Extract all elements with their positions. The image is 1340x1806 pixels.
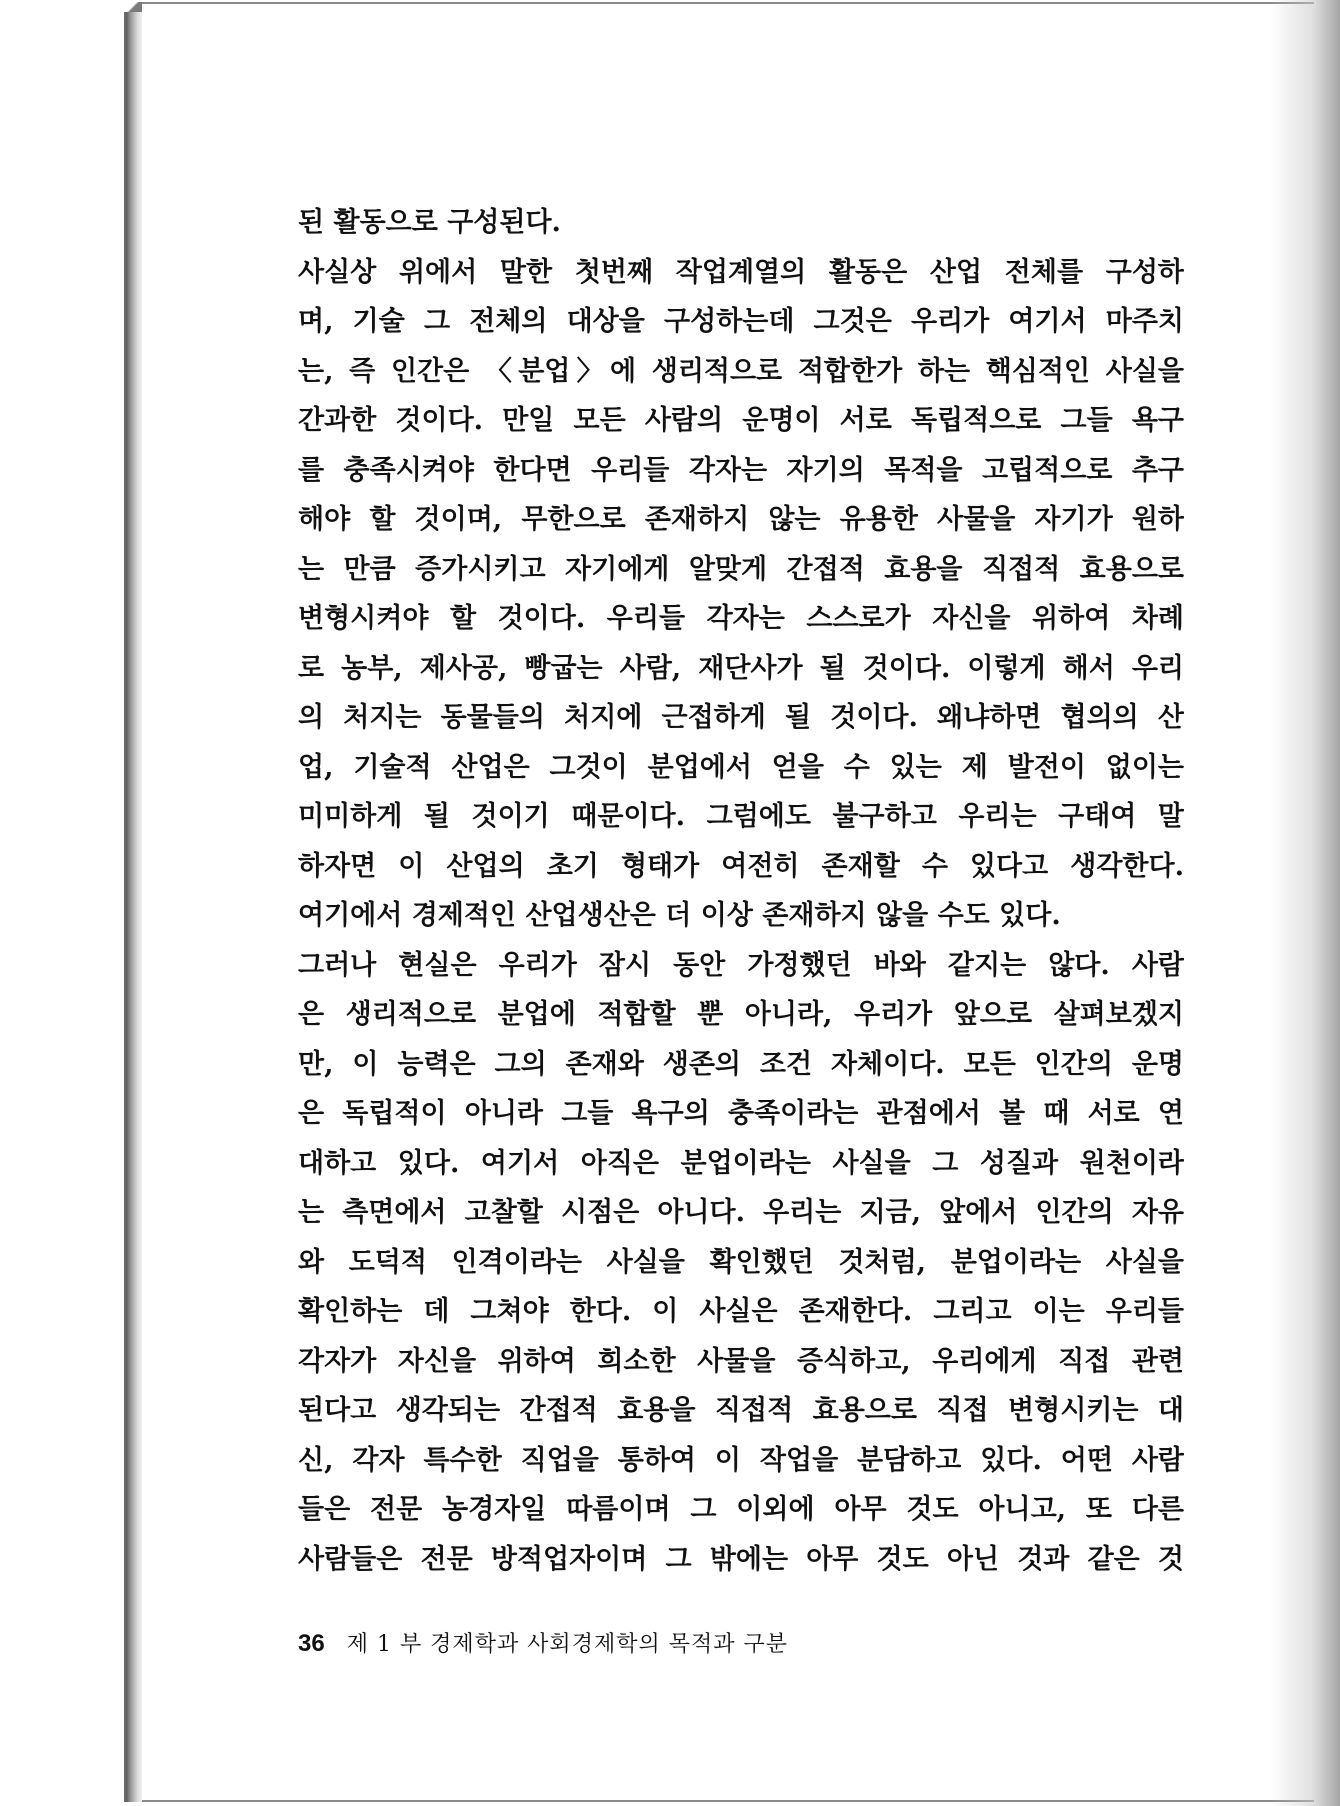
text-line: 들은 전문 농경자일 따름이며 그 이외에 아무 것도 아니고, 또 다른	[298, 1494, 1184, 1525]
text-line: 그러나 현실은 우리가 잠시 동안 가정했던 바와 같지는 않다. 사람	[298, 949, 1184, 981]
text-line: 는 만큼 증가시키고 자기에게 알맞게 간접적 효용을 직접적 효용으로	[298, 553, 1184, 585]
text-line: 간과한 것이다. 만일 모든 사람의 운명이 서로 독립적으로 그들 욕구	[298, 405, 1184, 436]
text-line: 은 독립적이 아니라 그들 욕구의 충족이라는 관점에서 볼 때 서로 연	[298, 1098, 1184, 1129]
text-line: 된 활동으로 구성된다.	[298, 207, 561, 238]
text-line: 하자면 이 산업의 초기 형태가 여전히 존재할 수 있다고 생각한다.	[298, 850, 1184, 882]
text-line: 미미하게 될 것이기 때문이다. 그럼에도 불구하고 우리는 구태여 말	[298, 801, 1184, 832]
text-line: 는 측면에서 고찰할 시점은 아니다. 우리는 지금, 앞에서 인간의 자유	[298, 1197, 1184, 1228]
text-line: 대하고 있다. 여기서 아직은 분업이라는 사실을 그 성질과 원천이라	[298, 1147, 1184, 1179]
page-number: 36	[298, 1630, 325, 1657]
page-corner-fold	[124, 2, 142, 12]
text-line: 변형시켜야 할 것이다. 우리들 각자는 스스로가 자신을 위하여 차례	[298, 603, 1184, 634]
text-line: 은 생리적으로 분업에 적합할 뿐 아니라, 우리가 앞으로 살펴보겠지	[298, 999, 1184, 1030]
text-line: 신, 각자 특수한 직업을 통하여 이 작업을 분담하고 있다. 어떤 사람	[298, 1444, 1184, 1476]
text-line: 된다고 생각되는 간접적 효용을 직접적 효용으로 직접 변형시키는 대	[298, 1395, 1184, 1426]
text-line: 만, 이 능력은 그의 존재와 생존의 조건 자체이다. 모든 인간의 운명	[298, 1048, 1184, 1080]
text-line: 를 충족시켜야 한다면 우리들 각자는 자기의 목적을 고립적으로 추구	[298, 454, 1184, 486]
page-footer	[298, 1626, 788, 1662]
text-line: 업, 기술적 산업은 그것이 분업에서 얻을 수 있는 제 발전이 없이는	[298, 751, 1184, 783]
book-spine-edge	[124, 6, 142, 1802]
text-line: 여기에서 경제적인 산업생산은 더 이상 존재하지 않을 수도 있다.	[298, 900, 1061, 931]
running-head: 제 1 부 경제학과 사회경제학의 목적과 구분	[346, 1632, 788, 1657]
page-edge-shadow	[1270, 0, 1340, 1806]
text-line: 해야 할 것이며, 무한으로 존재하지 않는 유용한 사물을 자기가 원하	[298, 504, 1184, 535]
text-line: 확인하는 데 그쳐야 한다. 이 사실은 존재한다. 그리고 이는 우리들	[298, 1296, 1184, 1327]
text-line: 사실상 위에서 말한 첫번째 작업계열의 활동은 산업 전체를 구성하	[298, 256, 1184, 288]
text-line: 는, 즉 인간은 〈분업〉에 생리적으로 적합한가 하는 핵심적인 사실을	[298, 355, 1184, 387]
text-line: 사람들은 전문 방적업자이며 그 밖에는 아무 것도 아닌 것과 같은 것	[298, 1543, 1184, 1575]
text-line: 와 도덕적 인격이라는 사실을 확인했던 것처럼, 분업이라는 사실을	[298, 1246, 1184, 1278]
text-line: 각자가 자신을 위하여 희소한 사물을 증식하고, 우리에게 직접 관련	[298, 1345, 1184, 1377]
text-line: 로 농부, 제사공, 빵굽는 사람, 재단사가 될 것이다. 이렇게 해서 우리	[298, 652, 1184, 684]
text-line: 며, 기술 그 전체의 대상을 구성하는데 그것은 우리가 여기서 마주치	[298, 306, 1184, 337]
body-text	[298, 198, 1184, 1584]
text-line: 의 처지는 동물들의 처지에 근접하게 될 것이다. 왜냐하면 협의의 산	[298, 702, 1184, 733]
